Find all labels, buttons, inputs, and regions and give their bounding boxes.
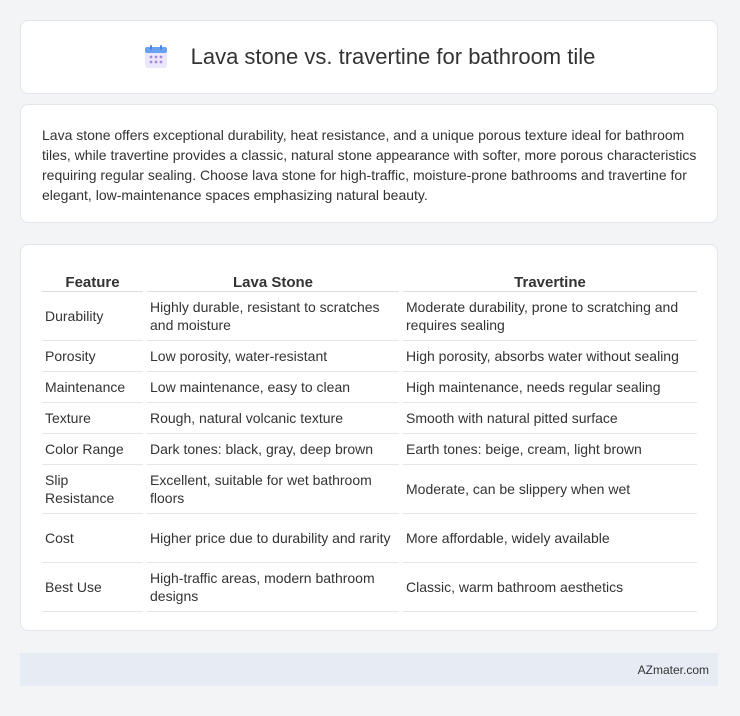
comparison-table [38, 265, 701, 612]
footer [20, 653, 718, 686]
table-row [42, 403, 697, 434]
summary-card [20, 104, 718, 223]
feature-cell: Best Use [42, 563, 143, 612]
lava-stone-cell: Low porosity, water-resistant [147, 341, 399, 372]
lava-stone-cell: Dark tones: black, gray, deep brown [147, 434, 399, 465]
feature-cell: Porosity [42, 341, 143, 372]
feature-cell: Slip Resistance [42, 465, 143, 514]
table-row [42, 514, 697, 563]
lava-stone-cell: Excellent, suitable for wet bathroom floors [147, 465, 399, 514]
table-header-row [42, 265, 697, 292]
lava-stone-cell: Rough, natural volcanic texture [147, 403, 399, 434]
table-row [42, 434, 697, 465]
header-feature: Feature [42, 265, 143, 292]
summary-text: Lava stone offers exceptional durability, heat resistance, and a unique porous texture ideal for bathroom tiles, while travertine provides a classic, natural stone appearance with softer, more porous characteristics requiring regular sealing. Choose lava stone for high-traffic, moisture-prone bathrooms and travertine for elegant, low-maintenance spaces emphasizing natural beauty. [42, 127, 697, 203]
feature-cell: Maintenance [42, 372, 143, 403]
travertine-cell: High maintenance, needs regular sealing [403, 372, 697, 403]
feature-cell: Cost [42, 514, 143, 563]
header-travertine: Travertine [403, 265, 697, 292]
table-row [42, 465, 697, 514]
calendar-icon [143, 44, 169, 70]
table-row [42, 292, 697, 341]
feature-cell: Texture [42, 403, 143, 434]
header-lava-stone: Lava Stone [147, 265, 399, 292]
lava-stone-cell: Low maintenance, easy to clean [147, 372, 399, 403]
travertine-cell: High porosity, absorbs water without sealing [403, 341, 697, 372]
travertine-cell: Moderate durability, prone to scratching and requires sealing [403, 292, 697, 341]
travertine-cell: Earth tones: beige, cream, light brown [403, 434, 697, 465]
lava-stone-cell: High-traffic areas, modern bathroom designs [147, 563, 399, 612]
footer-brand: AZmater.com [637, 662, 709, 677]
lava-stone-cell: Higher price due to durability and rarity [147, 514, 399, 563]
feature-cell: Color Range [42, 434, 143, 465]
travertine-cell: Moderate, can be slippery when wet [403, 465, 697, 514]
lava-stone-cell: Highly durable, resistant to scratches and moisture [147, 292, 399, 341]
table-row [42, 341, 697, 372]
table-row [42, 563, 697, 612]
title-card [20, 20, 718, 94]
comparison-table-card [20, 244, 718, 631]
travertine-cell: Smooth with natural pitted surface [403, 403, 697, 434]
table-row [42, 372, 697, 403]
travertine-cell: Classic, warm bathroom aesthetics [403, 563, 697, 612]
page-title: Lava stone vs. travertine for bathroom tile [190, 44, 596, 69]
travertine-cell: More affordable, widely available [403, 514, 697, 563]
feature-cell: Durability [42, 292, 143, 341]
